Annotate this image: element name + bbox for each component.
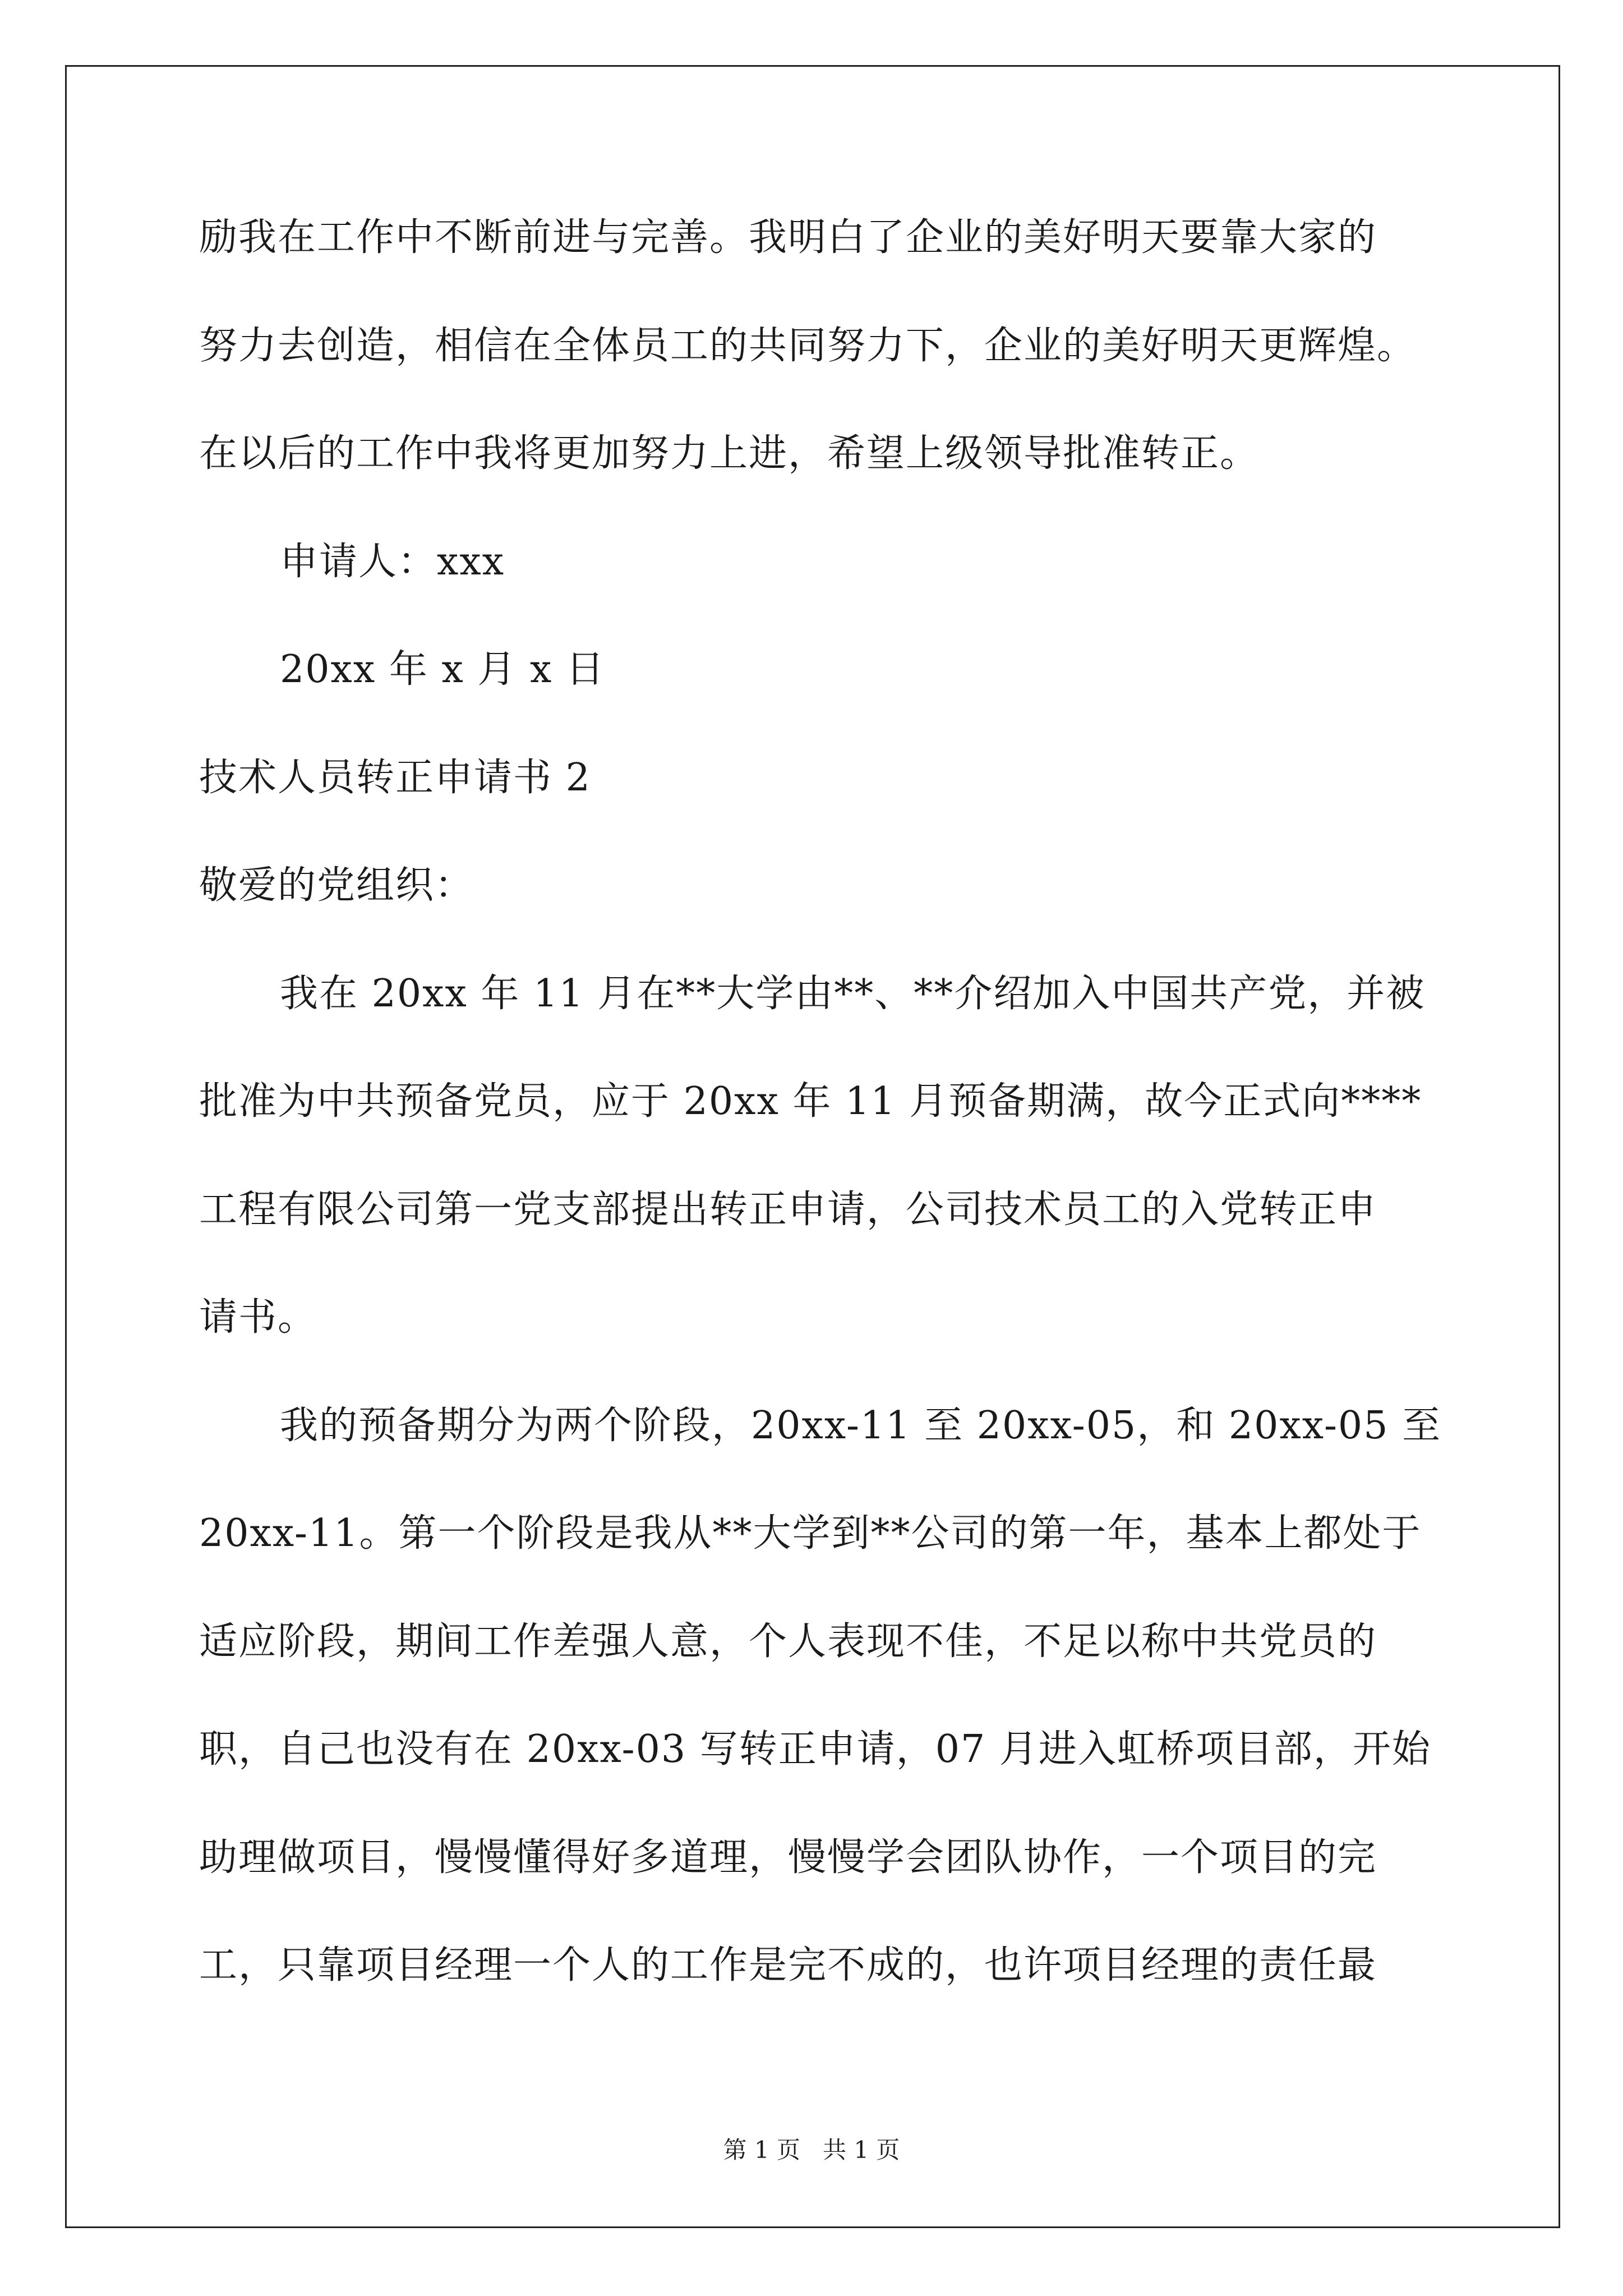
body-text-line: 请书。: [199, 1295, 317, 1340]
applicant-line: 申请人：xxx: [280, 539, 505, 584]
salutation: 敬爱的党组织：: [199, 863, 474, 908]
body-text-line: 批准为中共预备党员，应于 20xx 年 11 月预备期满，故今正式向****: [199, 1079, 1422, 1124]
body-text-line: 助理做项目，慢慢懂得好多道理，慢慢学会团队协作，一个项目的完: [199, 1835, 1377, 1880]
page-footer: [0, 2138, 1623, 2162]
body-text-line: 我在 20xx 年 11 月在**大学由**、**介绍加入中国共产党，并被: [280, 971, 1426, 1016]
body-text-line: 努力去创造，相信在全体员工的共同努力下，企业的美好明天更辉煌。: [199, 323, 1417, 368]
date-line: 20xx 年 x 月 x 日: [280, 647, 606, 692]
page-total: 共 1 页: [823, 2136, 900, 2164]
document-body: [199, 215, 1442, 2055]
body-text-line: 适应阶段，期间工作差强人意，个人表现不佳，不足以称中共党员的: [199, 1619, 1377, 1664]
body-text-line: 职，自己也没有在 20xx-03 写转正申请，07 月进入虹桥项目部，开始: [199, 1727, 1431, 1772]
page-number: 第 1 页: [723, 2136, 800, 2164]
body-text-line: 在以后的工作中我将更加努力上进，希望上级领导批准转正。: [199, 431, 1260, 476]
body-text-line: 工程有限公司第一党支部提出转正申请，公司技术员工的入党转正申: [199, 1187, 1377, 1232]
body-text-line: 工，只靠项目经理一个人的工作是完不成的，也许项目经理的责任最: [199, 1943, 1377, 1987]
body-text-line: 我的预备期分为两个阶段，20xx-11 至 20xx-05，和 20xx-05 至: [280, 1403, 1442, 1448]
body-text-line: 20xx-11。第一个阶段是我从**大学到**公司的第一年，基本上都处于: [199, 1511, 1422, 1556]
body-text-line: 励我在工作中不断前进与完善。我明白了企业的美好明天要靠大家的: [199, 215, 1377, 260]
section-title: 技术人员转正申请书 2: [199, 755, 591, 800]
